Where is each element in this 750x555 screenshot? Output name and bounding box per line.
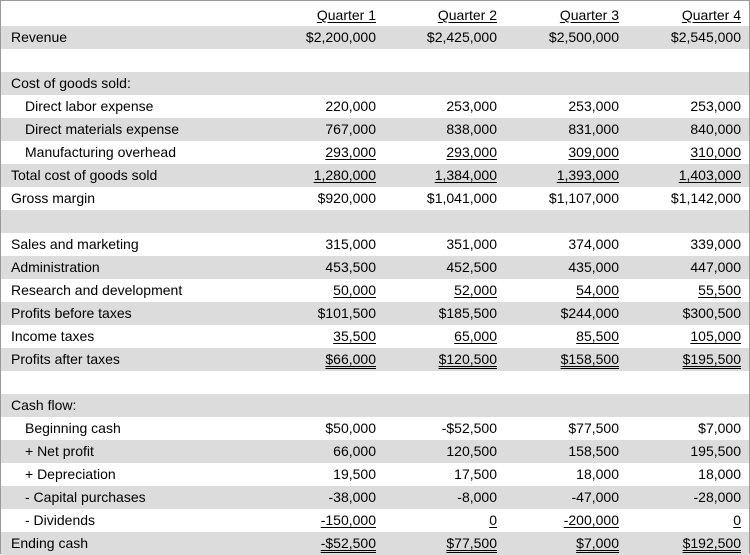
row-label: + Depreciation <box>25 466 116 482</box>
row-ending-cash <box>1 532 749 555</box>
row-cash-flow-heading <box>1 394 749 417</box>
row-label: Direct materials expense <box>25 121 180 137</box>
cell-q4: $7,000 <box>698 420 741 436</box>
row-label: Direct labor expense <box>25 98 154 114</box>
cell-q2: $2,425,000 <box>426 29 497 45</box>
row-research-development <box>1 279 749 302</box>
header-row <box>1 1 749 26</box>
row-label: - Dividends <box>25 512 96 528</box>
row-spacer <box>1 371 749 394</box>
cell-q4: -28,000 <box>693 489 741 505</box>
cell-q2: 120,500 <box>446 443 497 459</box>
row-label: Administration <box>11 259 100 275</box>
cell-q2: -$52,500 <box>441 420 497 436</box>
row-label: Total cost of goods sold <box>11 167 158 183</box>
header-quarter-2: Quarter 2 <box>437 7 497 23</box>
cell-q1: 66,000 <box>333 443 376 459</box>
row-label: Manufacturing overhead <box>25 144 176 160</box>
row-total-cogs <box>1 164 749 187</box>
cell-q4: $300,500 <box>682 305 741 321</box>
row-label: Research and development <box>11 282 183 298</box>
cell-q2: 1,384,000 <box>434 167 497 183</box>
cell-q4: $192,500 <box>682 535 741 551</box>
cell-q3: 831,000 <box>568 121 619 137</box>
row-depreciation <box>1 463 749 486</box>
header-quarter-3: Quarter 3 <box>559 7 619 23</box>
cell-q4: 105,000 <box>690 328 741 344</box>
cell-q2: 52,000 <box>454 282 497 298</box>
cell-q4: 18,000 <box>698 466 741 482</box>
row-label: Profits after taxes <box>11 351 120 367</box>
cell-q1: -150,000 <box>320 512 376 528</box>
cell-q3: 85,500 <box>576 328 619 344</box>
row-spacer <box>1 49 749 72</box>
cell-q1: 35,500 <box>333 328 376 344</box>
cell-q1: 1,280,000 <box>313 167 376 183</box>
cell-q1: 50,000 <box>333 282 376 298</box>
row-profits-after-taxes <box>1 348 749 371</box>
cell-q2: $120,500 <box>438 351 497 367</box>
cell-q1: 767,000 <box>325 121 376 137</box>
cell-q4: $2,545,000 <box>670 29 741 45</box>
cell-q2: $77,500 <box>446 535 497 551</box>
row-revenue <box>1 26 749 49</box>
cell-q2: $1,041,000 <box>426 190 497 206</box>
cell-q3: $244,000 <box>560 305 619 321</box>
row-label: - Capital purchases <box>25 489 146 505</box>
cell-q2: 65,000 <box>454 328 497 344</box>
cell-q1: $101,500 <box>317 305 376 321</box>
cell-q3: $1,107,000 <box>548 190 619 206</box>
cell-q3: 1,393,000 <box>556 167 619 183</box>
row-beginning-cash <box>1 417 749 440</box>
table-body <box>1 26 749 555</box>
row-income-taxes <box>1 325 749 348</box>
cell-q2: 253,000 <box>446 98 497 114</box>
row-label: Beginning cash <box>25 420 121 436</box>
row-net-profit <box>1 440 749 463</box>
cell-q3: $77,500 <box>568 420 619 436</box>
cell-q1: 315,000 <box>325 236 376 252</box>
cell-q2: 351,000 <box>446 236 497 252</box>
cell-q2: -8,000 <box>457 489 497 505</box>
cell-q3: $2,500,000 <box>548 29 619 45</box>
row-label: Sales and marketing <box>11 236 139 252</box>
cell-q1: $50,000 <box>325 420 376 436</box>
cell-q4: 195,500 <box>690 443 741 459</box>
row-capital-purchases <box>1 486 749 509</box>
cell-q1: 220,000 <box>325 98 376 114</box>
row-dividends <box>1 509 749 532</box>
cell-q1: -$52,500 <box>320 535 376 551</box>
row-label: Ending cash <box>11 535 89 551</box>
cell-q4: 1,403,000 <box>678 167 741 183</box>
row-label: Cash flow: <box>11 397 77 413</box>
cell-q1: $920,000 <box>317 190 376 206</box>
cell-q2: 293,000 <box>446 144 497 160</box>
cell-q4: 447,000 <box>690 259 741 275</box>
cell-q4: 55,500 <box>698 282 741 298</box>
cell-q3: -47,000 <box>571 489 619 505</box>
cell-q2: 0 <box>489 512 497 528</box>
header-quarter-1: Quarter 1 <box>316 7 376 23</box>
row-sales-marketing <box>1 233 749 256</box>
cell-q1: $66,000 <box>325 351 376 367</box>
row-spacer <box>1 210 749 233</box>
row-label: Cost of goods sold: <box>11 75 131 91</box>
cell-q3: 309,000 <box>568 144 619 160</box>
row-cogs-heading <box>1 72 749 95</box>
row-label: + Net profit <box>25 443 94 459</box>
cell-q2: $185,500 <box>438 305 497 321</box>
cell-q4: $1,142,000 <box>670 190 741 206</box>
cell-q1: 293,000 <box>325 144 376 160</box>
cell-q3: 253,000 <box>568 98 619 114</box>
cell-q4: 253,000 <box>690 98 741 114</box>
row-manufacturing-overhead <box>1 141 749 164</box>
cell-q3: 435,000 <box>568 259 619 275</box>
cell-q4: 0 <box>733 512 741 528</box>
cell-q1: -38,000 <box>328 489 376 505</box>
cell-q3: -200,000 <box>563 512 619 528</box>
cell-q2: 452,500 <box>446 259 497 275</box>
row-label: Income taxes <box>11 328 95 344</box>
cell-q4: 840,000 <box>690 121 741 137</box>
cell-q3: $158,500 <box>560 351 619 367</box>
cell-q1: $2,200,000 <box>305 29 376 45</box>
header-quarter-4: Quarter 4 <box>681 7 741 23</box>
row-label: Revenue <box>11 29 68 45</box>
cell-q2: 17,500 <box>454 466 497 482</box>
cell-q3: 374,000 <box>568 236 619 252</box>
cell-q4: 310,000 <box>690 144 741 160</box>
row-label: Gross margin <box>11 190 96 206</box>
row-label: Profits before taxes <box>11 305 132 321</box>
cell-q4: 339,000 <box>690 236 741 252</box>
cell-q3: 18,000 <box>576 466 619 482</box>
cell-q1: 19,500 <box>333 466 376 482</box>
cell-q3: 54,000 <box>576 282 619 298</box>
cell-q3: $7,000 <box>576 535 619 551</box>
cell-q3: 158,500 <box>568 443 619 459</box>
row-direct-labor <box>1 95 749 118</box>
row-administration <box>1 256 749 279</box>
row-direct-materials <box>1 118 749 141</box>
cell-q2: 838,000 <box>446 121 497 137</box>
cell-q4: $195,500 <box>682 351 741 367</box>
row-gross-margin <box>1 187 749 210</box>
cell-q1: 453,500 <box>325 259 376 275</box>
row-profits-before-taxes <box>1 302 749 325</box>
